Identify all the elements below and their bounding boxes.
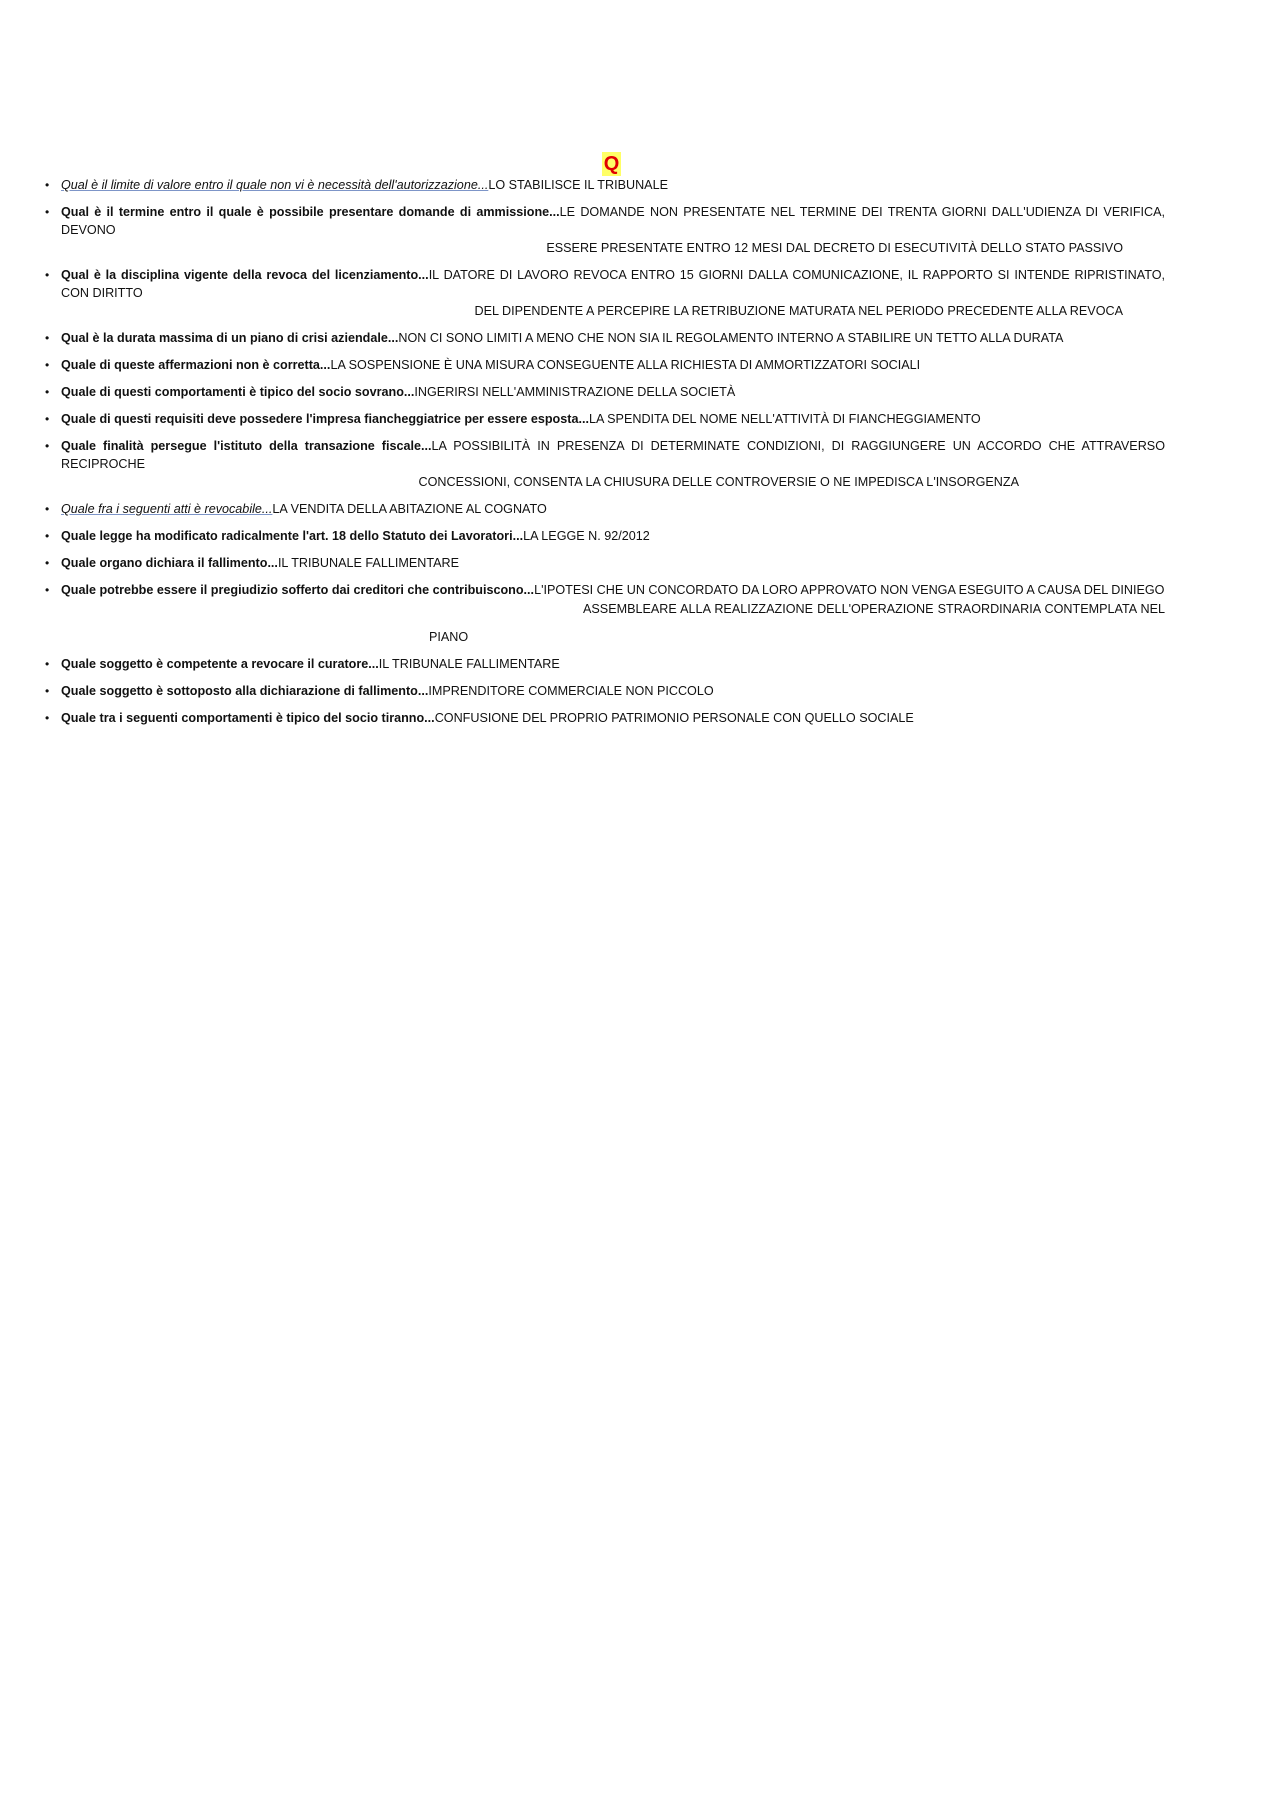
answer-text: CONFUSIONE DEL PROPRIO PATRIMONIO PERSONALE CON QUELLO SOCIALE	[434, 711, 914, 725]
question-text: Qual è il limite di valore entro il quale non vi è necessità dell'autorizzazione...	[61, 178, 489, 192]
answer-continuation: ASSEMBLEARE ALLA REALIZZAZIONE DELL'OPERAZIONE STRAORDINARIA CONTEMPLATA NEL	[583, 602, 1165, 616]
answer-text: LO STABILISCE IL TRIBUNALE	[488, 178, 668, 192]
answer-text: L'IPOTESI CHE UN CONCORDATO DA LORO APPROVATO NON VENGA ESEGUITO A CAUSA DEL DINIEGO	[534, 583, 1165, 597]
answer-text: INGERIRSI NELL'AMMINISTRAZIONE DELLA SOCIETÀ	[414, 385, 736, 399]
answer-continuation: CONCESSIONI, CONSENTA LA CHIUSURA DELLE CONTROVERSIE O NE IMPEDISCA L'INSORGENZA	[418, 475, 1019, 489]
bullet-icon: •	[45, 178, 50, 192]
question-text: Quale soggetto è competente a revocare il curatore...	[61, 657, 379, 671]
list-item	[45, 527, 1165, 545]
answer-text: IL TRIBUNALE FALLIMENTARE	[378, 657, 560, 671]
question-text: Quale di queste affermazioni non è corretta...	[61, 358, 331, 372]
list-item	[45, 500, 1165, 518]
question-text: Quale tra i seguenti comportamenti è tipico del socio tiranno...	[61, 711, 435, 725]
answer-text: LE DOMANDE NON PRESENTATE NEL TERMINE DEI TRENTA GIORNI DALL'UDIENZA DI VERIFICA, DEVONO	[61, 205, 1165, 237]
question-text: Quale di questi requisiti deve possedere l'impresa fiancheggiatrice per essere esposta...	[61, 412, 589, 426]
bullet-icon: •	[45, 268, 50, 282]
question-text: Quale potrebbe essere il pregiudizio sofferto dai creditori che contribuiscono...	[61, 583, 535, 597]
question-text: Quale finalità persegue l'istituto della transazione fiscale...	[61, 439, 432, 453]
answer-continuation: ESSERE PRESENTATE ENTRO 12 MESI DAL DECRETO DI ESECUTIVITÀ DELLO STATO PASSIVO	[546, 241, 1123, 255]
bullet-icon: •	[45, 331, 50, 345]
list-item	[45, 709, 1165, 727]
list-item	[45, 655, 1165, 673]
bullet-icon: •	[45, 502, 50, 516]
question-text: Quale legge ha modificato radicalmente l'art. 18 dello Statuto dei Lavoratori...	[61, 529, 524, 543]
list-item	[45, 329, 1165, 347]
list-item	[45, 682, 1165, 700]
list-item	[45, 176, 1165, 194]
section-heading	[0, 152, 1223, 176]
answer-text: LA LEGGE N. 92/2012	[523, 529, 650, 543]
bullet-icon: •	[45, 529, 50, 543]
bullet-icon: •	[45, 556, 50, 570]
bullet-icon: •	[45, 205, 50, 219]
list-item	[45, 203, 1165, 257]
question-text: Quale di questi comportamenti è tipico del socio sovrano...	[61, 385, 415, 399]
answer-tail: PIANO	[429, 630, 469, 644]
list-item	[45, 383, 1165, 401]
list-item	[45, 410, 1165, 428]
answer-text: LA SPENDITA DEL NOME NELL'ATTIVITÀ DI FIANCHEGGIAMENTO	[588, 412, 981, 426]
bullet-icon: •	[45, 657, 50, 671]
question-text: Quale fra i seguenti atti è revocabile...	[61, 502, 273, 516]
bullet-icon: •	[45, 439, 50, 453]
list-item	[45, 581, 1165, 646]
list-item	[45, 356, 1165, 374]
question-text: Qual è la durata massima di un piano di crisi aziendale...	[61, 331, 399, 345]
bullet-icon: •	[45, 412, 50, 426]
question-text: Quale organo dichiara il fallimento...	[61, 556, 278, 570]
answer-continuation: DEL DIPENDENTE A PERCEPIRE LA RETRIBUZIONE MATURATA NEL PERIODO PRECEDENTE ALLA REVOCA	[474, 304, 1123, 318]
answer-text: IMPRENDITORE COMMERCIALE NON PICCOLO	[428, 684, 714, 698]
bullet-icon: •	[45, 358, 50, 372]
answer-text: IL DATORE DI LAVORO REVOCA ENTRO 15 GIORNI DALLA COMUNICAZIONE, IL RAPPORTO SI INTENDE RIPRISTINATO, CON DIRITTO	[61, 268, 1165, 300]
bullet-icon: •	[45, 385, 50, 399]
bullet-icon: •	[45, 711, 50, 725]
question-text: Qual è il termine entro il quale è possibile presentare domande di ammissione...	[61, 205, 560, 219]
list-item	[45, 437, 1165, 491]
list-item	[45, 554, 1165, 572]
answer-text: IL TRIBUNALE FALLIMENTARE	[277, 556, 459, 570]
answer-text: NON CI SONO LIMITI A MENO CHE NON SIA IL REGOLAMENTO INTERNO A STABILIRE UN TETTO ALLA DURATA	[398, 331, 1064, 345]
heading-letter: Q	[603, 153, 620, 175]
question-text: Qual è la disciplina vigente della revoca del licenziamento...	[61, 268, 429, 282]
question-text: Quale soggetto è sottoposto alla dichiarazione di fallimento...	[61, 684, 429, 698]
list-item	[45, 266, 1165, 320]
qa-list	[45, 176, 1165, 736]
answer-text: LA POSSIBILITÀ IN PRESENZA DI DETERMINATE CONDIZIONI, DI RAGGIUNGERE UN ACCORDO CHE ATTRAVERSO RECIPROCHE	[61, 439, 1165, 471]
bullet-icon: •	[45, 583, 50, 597]
bullet-icon: •	[45, 684, 50, 698]
answer-text: LA SOSPENSIONE È UNA MISURA CONSEGUENTE ALLA RICHIESTA DI AMMORTIZZATORI SOCIALI	[330, 358, 921, 372]
answer-text: LA VENDITA DELLA ABITAZIONE AL COGNATO	[272, 502, 547, 516]
